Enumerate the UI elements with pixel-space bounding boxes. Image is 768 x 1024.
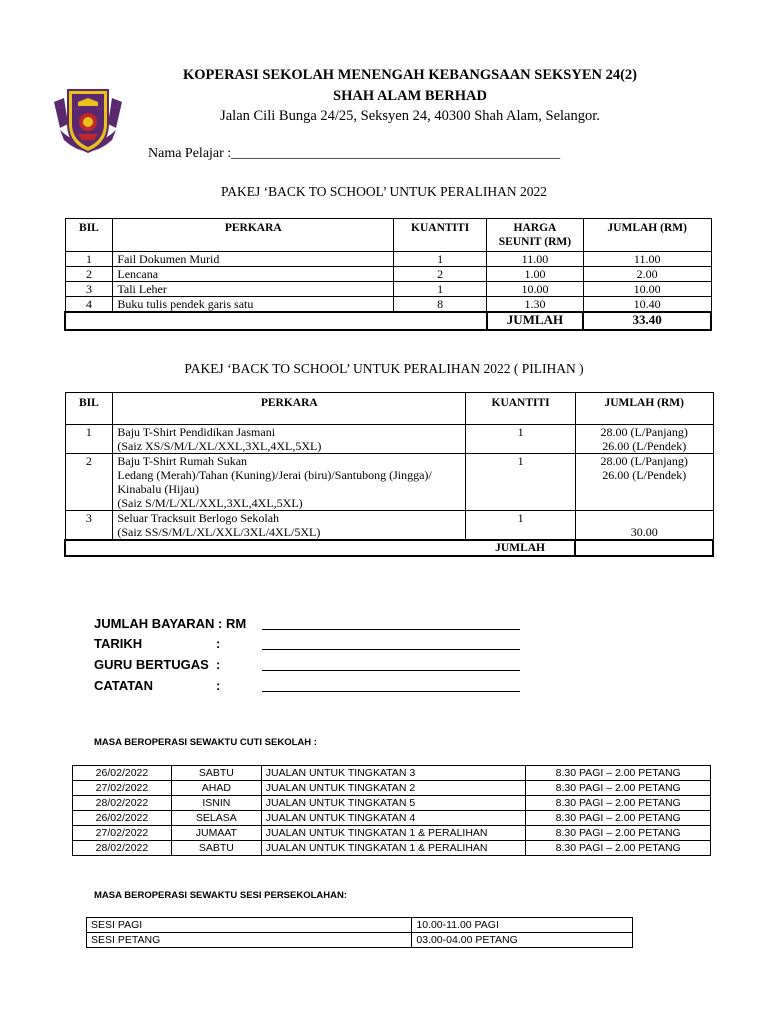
table-row <box>65 454 713 511</box>
cell-harga: 11.00 <box>487 252 584 267</box>
field-blank-line[interactable] <box>262 649 520 650</box>
cell-kuantiti: 2 <box>394 267 487 282</box>
header-perkara: PERKARA <box>113 219 394 252</box>
total-spacer <box>65 540 466 556</box>
field-label: TARIKH <box>94 636 143 651</box>
cell-session: SESI PAGI <box>87 918 412 933</box>
holiday-schedule-title: MASA BEROPERASI SEWAKTU CUTI SEKOLAH : <box>94 737 317 748</box>
cell-activity: JUALAN UNTUK TINGKATAN 2 <box>261 781 526 796</box>
cell-perkara: Lencana <box>113 267 394 282</box>
cell-day: SABTU <box>171 766 261 781</box>
cell-bil: 2 <box>65 267 113 282</box>
cell-date: 27/02/2022 <box>73 826 172 841</box>
cell-activity: JUALAN UNTUK TINGKATAN 4 <box>261 811 526 826</box>
cell-date: 26/02/2022 <box>73 766 172 781</box>
cell-jumlah: 10.00 <box>583 282 711 297</box>
cell-time: 03.00-04.00 PETANG <box>412 933 633 948</box>
cell-time: 8.30 PAGI – 2.00 PETANG <box>526 766 711 781</box>
cell-day: AHAD <box>171 781 261 796</box>
cell-day: SABTU <box>171 841 261 856</box>
header-perkara: PERKARA <box>113 393 466 425</box>
item-line: (Saiz SS/S/M/L/XL/XXL/3XL/4XL/5XL) <box>117 525 321 539</box>
item-line: Ledang (Merah)/Tahan (Kuning)/Jerai (biru)/Santubong (Jingga)/ <box>117 468 432 482</box>
cell-kuantiti: 1 <box>394 282 487 297</box>
cell-bil: 2 <box>65 454 113 511</box>
table-row <box>87 933 633 948</box>
header-bil: BIL <box>65 393 113 425</box>
table-header-row <box>65 219 711 252</box>
cell-session: SESI PETANG <box>87 933 412 948</box>
cell-perkara <box>113 511 466 541</box>
holiday-schedule-table <box>72 765 711 856</box>
cell-perkara <box>113 454 466 511</box>
cell-jumlah: 10.40 <box>583 297 711 313</box>
price-line: 30.00 <box>630 525 658 539</box>
total-row <box>65 312 711 330</box>
cell-harga: 10.00 <box>487 282 584 297</box>
table-header-row <box>65 393 713 425</box>
table-row <box>73 841 711 856</box>
cell-time: 8.30 PAGI – 2.00 PETANG <box>526 811 711 826</box>
cell-kuantiti: 1 <box>466 454 576 511</box>
cell-bil: 4 <box>65 297 113 313</box>
header-jumlah: JUMLAH (RM) <box>583 219 711 252</box>
table-row <box>73 781 711 796</box>
total-value <box>575 540 713 556</box>
table-row <box>65 297 711 313</box>
field-colon: : <box>216 678 221 693</box>
header-harga: HARGA SEUNIT (RM) <box>487 219 584 252</box>
cell-jumlah <box>575 511 713 541</box>
cell-bil: 3 <box>65 511 113 541</box>
item-line: (Saiz XS/S/M/L/XL/XXL,3XL,4XL,5XL) <box>117 439 322 453</box>
cell-day: ISNIN <box>171 796 261 811</box>
table-row <box>73 796 711 811</box>
table-row <box>73 811 711 826</box>
header-bil: BIL <box>65 219 113 252</box>
cooperative-name-line1: KOPERASI SEKOLAH MENENGAH KEBANGSAAN SEKSYEN 24(2) <box>183 67 637 83</box>
field-label: GURU BERTUGAS <box>94 657 209 672</box>
package1-table <box>64 218 712 331</box>
cell-date: 27/02/2022 <box>73 781 172 796</box>
student-name-field: Nama Pelajar :_______________________________________________ <box>148 146 561 161</box>
cell-bil: 1 <box>65 252 113 267</box>
cell-activity: JUALAN UNTUK TINGKATAN 1 & PERALIHAN <box>261 841 526 856</box>
table-row <box>65 511 713 541</box>
table-row <box>65 425 713 454</box>
cell-date: 28/02/2022 <box>73 796 172 811</box>
cell-bil: 3 <box>65 282 113 297</box>
table-row <box>65 267 711 282</box>
cell-kuantiti: 1 <box>394 252 487 267</box>
cell-date: 26/02/2022 <box>73 811 172 826</box>
field-blank-line[interactable] <box>262 629 520 630</box>
cell-harga: 1.30 <box>487 297 584 313</box>
item-line: (Saiz S/M/L/XL/XXL,3XL,4XL,5XL) <box>117 496 303 510</box>
price-line: 28.00 (L/Panjang) <box>600 425 688 439</box>
item-line: Baju T-Shirt Rumah Sukan <box>117 454 248 468</box>
cell-jumlah: 11.00 <box>583 252 711 267</box>
field-colon: : <box>216 657 221 672</box>
cell-perkara: Buku tulis pendek garis satu <box>113 297 394 313</box>
table-row <box>73 826 711 841</box>
cell-jumlah <box>575 425 713 454</box>
cooperative-address: Jalan Cili Bunga 24/25, Seksyen 24, 40300 Shah Alam, Selangor. <box>220 108 600 124</box>
package1-title: PAKEJ ‘BACK TO SCHOOL’ UNTUK PERALIHAN 2022 <box>220 184 548 199</box>
item-line: Kinabalu (Hijau) <box>117 482 199 496</box>
total-label: JUMLAH <box>466 540 576 556</box>
total-row <box>65 540 713 556</box>
item-line: Seluar Tracksuit Berlogo Sekolah <box>117 511 280 525</box>
table-row <box>65 282 711 297</box>
field-blank-line[interactable] <box>262 691 520 692</box>
table-row <box>87 918 633 933</box>
cell-perkara <box>113 425 466 454</box>
table-row <box>65 252 711 267</box>
cell-kuantiti: 1 <box>466 511 576 541</box>
cell-harga: 1.00 <box>487 267 584 282</box>
item-line: Baju T-Shirt Pendidikan Jasmani <box>117 425 276 439</box>
total-label: JUMLAH <box>487 312 584 330</box>
cell-activity: JUALAN UNTUK TINGKATAN 3 <box>261 766 526 781</box>
price-line: 28.00 (L/Panjang) <box>600 454 688 468</box>
price-line <box>580 511 709 525</box>
table-row <box>73 766 711 781</box>
field-blank-line[interactable] <box>262 670 520 671</box>
package2-table <box>64 392 714 557</box>
cell-activity: JUALAN UNTUK TINGKATAN 5 <box>261 796 526 811</box>
cell-time: 8.30 PAGI – 2.00 PETANG <box>526 781 711 796</box>
cell-time: 8.30 PAGI – 2.00 PETANG <box>526 796 711 811</box>
session-schedule-title: MASA BEROPERASI SEWAKTU SESI PERSEKOLAHAN: <box>94 890 348 901</box>
cell-jumlah <box>575 454 713 511</box>
cell-perkara: Fail Dokumen Murid <box>113 252 394 267</box>
header-kuantiti: KUANTITI <box>394 219 487 252</box>
cooperative-name-line2: SHAH ALAM BERHAD <box>333 88 487 104</box>
session-schedule-table <box>86 917 633 948</box>
header-kuantiti: KUANTITI <box>466 393 576 425</box>
package2-title: PAKEJ ‘BACK TO SCHOOL’ UNTUK PERALIHAN 2022 ( PILIHAN ) <box>184 361 584 376</box>
cell-day: JUMAAT <box>171 826 261 841</box>
cell-activity: JUALAN UNTUK TINGKATAN 1 & PERALIHAN <box>261 826 526 841</box>
cell-date: 28/02/2022 <box>73 841 172 856</box>
price-line: 26.00 (L/Pendek) <box>602 468 687 482</box>
cell-kuantiti: 1 <box>466 425 576 454</box>
cell-perkara: Tali Leher <box>113 282 394 297</box>
header-jumlah: JUMLAH (RM) <box>575 393 713 425</box>
price-line: 26.00 (L/Pendek) <box>602 439 687 453</box>
field-colon: : <box>216 636 221 651</box>
cell-time: 8.30 PAGI – 2.00 PETANG <box>526 841 711 856</box>
field-label: CATATAN <box>94 678 153 693</box>
field-label: JUMLAH BAYARAN : RM <box>94 616 247 631</box>
cell-day: SELASA <box>171 811 261 826</box>
cell-kuantiti: 8 <box>394 297 487 313</box>
total-spacer <box>65 312 487 330</box>
cell-bil: 1 <box>65 425 113 454</box>
total-value: 33.40 <box>583 312 711 330</box>
cell-jumlah: 2.00 <box>583 267 711 282</box>
cell-time: 8.30 PAGI – 2.00 PETANG <box>526 826 711 841</box>
cell-time: 10.00-11.00 PAGI <box>412 918 633 933</box>
